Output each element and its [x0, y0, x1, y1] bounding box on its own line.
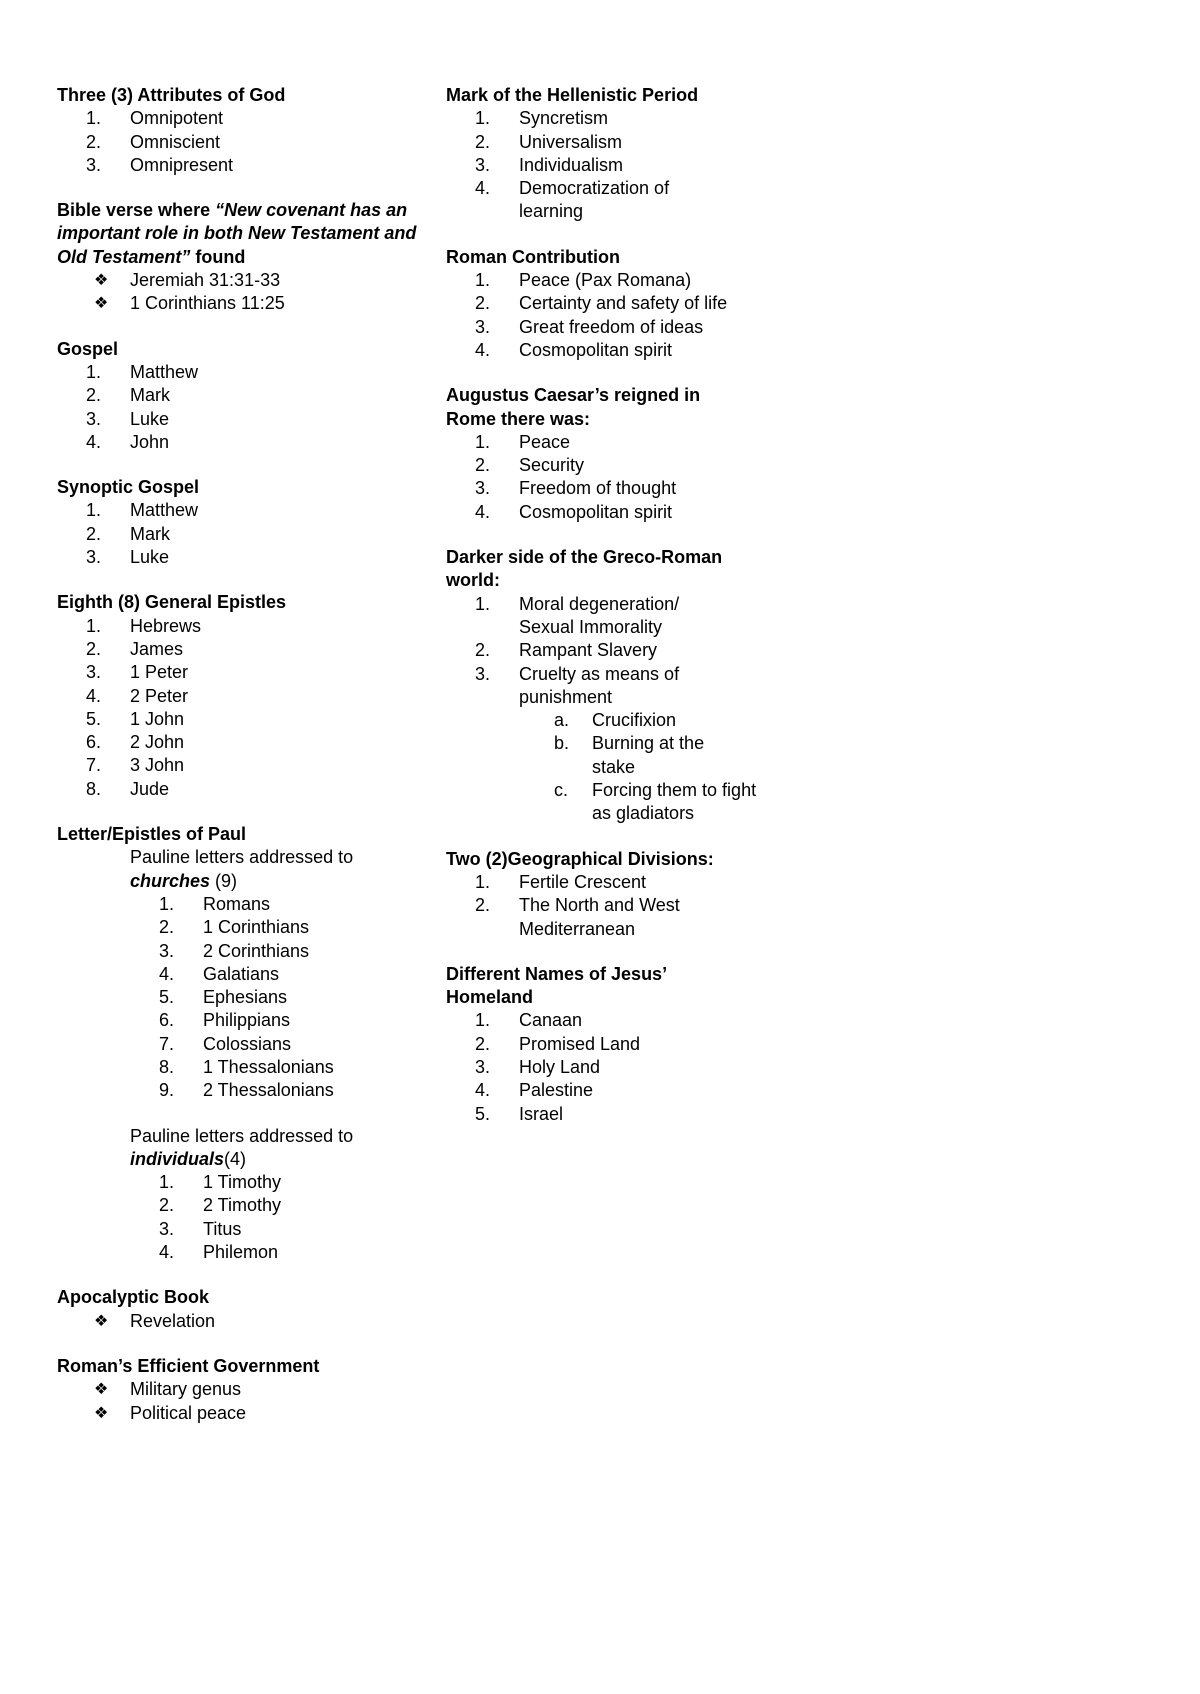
- section-gospel: [57, 338, 437, 454]
- list-item: [446, 871, 826, 894]
- list-item-text: Matthew: [130, 361, 199, 382]
- list-item-text: 1 Thessalonians: [203, 1056, 334, 1077]
- list-item: [446, 477, 826, 500]
- list-item-text: Political peace: [130, 1402, 247, 1423]
- list-item-text: Great freedom of ideas: [519, 316, 704, 337]
- list-item-text: Ephesians: [203, 987, 288, 1008]
- list-number: 2.: [86, 385, 102, 406]
- section-heading: Roman Contribution: [446, 246, 620, 267]
- list-number: 3.: [475, 478, 491, 499]
- section-attributes: [57, 84, 437, 177]
- list-item-text: Philemon: [203, 1242, 279, 1263]
- list-item: [57, 546, 437, 569]
- list-item-text: 2 Corinthians: [203, 940, 310, 961]
- list-item: [57, 1241, 437, 1264]
- diamond-bullet-icon: ❖: [94, 1404, 109, 1422]
- list-letter: c.: [554, 780, 569, 801]
- section-darker-side: [446, 546, 826, 826]
- section-bible-verse: [57, 199, 437, 315]
- list-item-text: Holy Land: [519, 1056, 601, 1077]
- section-general-epistles: [57, 591, 437, 801]
- list-number: 3.: [86, 547, 102, 568]
- list-item: [57, 408, 437, 431]
- list-item: [57, 893, 437, 916]
- list-item-text: Cosmopolitan spirit: [519, 501, 673, 522]
- list-item-text: 1 John: [130, 708, 185, 729]
- list-number: 4.: [159, 1242, 175, 1263]
- list-item: [446, 316, 826, 339]
- list-item-text: Luke: [130, 547, 170, 568]
- bullet-list: [57, 1378, 437, 1425]
- list-item: [446, 107, 826, 130]
- list-item: [446, 177, 699, 224]
- list-number: 6.: [86, 732, 102, 753]
- section-roman-contribution: [446, 246, 826, 362]
- list-number: 2.: [475, 640, 491, 661]
- list-item-text: 2 Thessalonians: [203, 1080, 334, 1101]
- list-number: 7.: [86, 755, 102, 776]
- subheading-text: Pauline letters addressed to: [130, 847, 354, 868]
- list-item-text: 1 Timothy: [203, 1172, 282, 1193]
- subheading-individuals: [57, 1125, 437, 1172]
- list-item: [57, 499, 437, 522]
- list-item: [446, 131, 826, 154]
- list-number: 1.: [159, 1172, 175, 1193]
- list-item-text: Omnipotent: [130, 108, 224, 129]
- section-heading: Gospel: [57, 338, 119, 359]
- list-item-text: John: [130, 431, 170, 452]
- list-number: 8.: [86, 778, 102, 799]
- bullet-list: [57, 1310, 437, 1333]
- list-item: [446, 454, 826, 477]
- section-heading: Different Names of Jesus’ Homeland: [446, 963, 667, 1008]
- numbered-list: [446, 107, 826, 223]
- section-heading: Mark of the Hellenistic Period: [446, 85, 699, 105]
- list-number: 4.: [86, 431, 102, 452]
- list-number: 9.: [159, 1080, 175, 1101]
- list-number: 8.: [159, 1056, 175, 1077]
- list-item: [57, 685, 437, 708]
- list-number: 4.: [475, 501, 491, 522]
- list-number: 2.: [475, 131, 491, 152]
- list-item: [57, 916, 437, 939]
- numbered-list: [57, 499, 437, 569]
- numbered-list: [446, 1009, 826, 1125]
- subheading-emphasis: churches: [130, 870, 211, 891]
- list-item-text: Cosmopolitan spirit: [519, 339, 673, 360]
- list-item: [57, 1056, 437, 1079]
- list-item-text: Matthew: [130, 500, 199, 521]
- list-item: [57, 615, 437, 638]
- list-item: [57, 1402, 437, 1425]
- diamond-bullet-icon: ❖: [94, 272, 109, 290]
- numbered-list: [57, 361, 437, 454]
- list-item: [57, 361, 437, 384]
- list-item: [446, 894, 719, 941]
- right-column: [446, 84, 826, 1148]
- section-heading: Three (3) Attributes of God: [57, 85, 286, 105]
- list-item: [57, 1378, 437, 1401]
- list-item: [57, 638, 437, 661]
- list-number: 1.: [475, 871, 491, 892]
- numbered-list: [446, 431, 826, 524]
- list-number: 1.: [86, 500, 102, 521]
- list-item: [57, 1079, 437, 1102]
- section-apocalyptic: [57, 1286, 437, 1333]
- section-government: [57, 1355, 437, 1425]
- numbered-list: [446, 871, 826, 941]
- list-item-text: Peace (Pax Romana): [519, 270, 692, 291]
- list-item-text: 1 Peter: [130, 662, 189, 683]
- list-number: 3.: [86, 662, 102, 683]
- list-item-text: Philippians: [203, 1010, 291, 1031]
- list-number: 2.: [475, 1033, 491, 1054]
- list-item-text: 2 Timothy: [203, 1195, 282, 1216]
- list-item: [446, 639, 826, 662]
- list-item-text: Israel: [519, 1103, 564, 1124]
- section-heading: Roman’s Efficient Government: [57, 1355, 320, 1376]
- list-item: [57, 384, 437, 407]
- list-number: 2.: [159, 1195, 175, 1216]
- list-item: [446, 663, 719, 710]
- list-item-text: Revelation: [130, 1310, 216, 1331]
- list-item: [57, 940, 437, 963]
- list-item: [446, 1103, 826, 1126]
- list-number: 5.: [86, 708, 102, 729]
- list-item: [446, 593, 719, 640]
- list-item: [57, 778, 437, 801]
- list-item-text: Mark: [130, 523, 170, 544]
- list-item: [57, 292, 437, 315]
- list-letter: b.: [554, 733, 570, 754]
- list-number: 3.: [475, 663, 491, 684]
- heading-text: found: [190, 246, 246, 267]
- list-item-text: Certainty and safety of life: [519, 293, 728, 314]
- list-item: [57, 154, 437, 177]
- subheading-text: (9): [210, 870, 238, 891]
- list-item-text: Luke: [130, 408, 170, 429]
- list-item-text: 2 Peter: [130, 685, 189, 706]
- list-number: 1.: [475, 431, 491, 452]
- list-number: 3.: [159, 940, 175, 961]
- list-number: 1.: [86, 615, 102, 636]
- section-heading: Darker side of the Greco-Roman world:: [446, 547, 723, 591]
- list-item: [57, 963, 437, 986]
- lettered-list: [446, 709, 826, 825]
- list-item: [446, 431, 826, 454]
- list-item-text: Democratization of learning: [519, 178, 670, 222]
- spacer: [57, 1103, 437, 1125]
- list-number: 3.: [159, 1218, 175, 1239]
- list-item-text: Crucifixion: [592, 710, 677, 731]
- list-number: 2.: [475, 455, 491, 476]
- list-item: [57, 731, 437, 754]
- numbered-list: [57, 615, 437, 801]
- list-item-text: Military genus: [130, 1379, 242, 1400]
- list-item: [57, 986, 437, 1009]
- section-geographical: [446, 848, 826, 941]
- list-item-text: Individualism: [519, 154, 624, 175]
- list-item: [446, 339, 826, 362]
- list-number: 1.: [86, 108, 102, 129]
- left-column: [57, 84, 437, 1447]
- list-item-text: Cruelty as means of punishment: [519, 663, 680, 707]
- list-item: [57, 431, 437, 454]
- list-number: 1.: [86, 361, 102, 382]
- list-item-text: Moral degeneration/ Sexual Immorality: [519, 593, 680, 637]
- heading-text: Bible verse where: [57, 200, 216, 221]
- list-number: 5.: [159, 987, 175, 1008]
- list-item: [57, 1310, 437, 1333]
- list-number: 2.: [86, 523, 102, 544]
- list-item: [57, 1009, 437, 1032]
- list-item: [446, 154, 826, 177]
- list-item-text: Syncretism: [519, 108, 609, 129]
- list-number: 1.: [159, 893, 175, 914]
- list-number: 1.: [475, 108, 491, 129]
- list-item: [57, 708, 437, 731]
- section-homeland: [446, 963, 826, 1126]
- bullet-list: [57, 269, 437, 316]
- list-item-text: Romans: [203, 893, 271, 914]
- list-item-text: Jude: [130, 778, 170, 799]
- subheading-emphasis: individuals: [130, 1148, 225, 1169]
- section-heading: Two (2)Geographical Divisions:: [446, 848, 714, 869]
- list-number: 4.: [86, 685, 102, 706]
- list-item: [57, 107, 437, 130]
- list-item: [446, 1056, 826, 1079]
- list-item-text: Forcing them to fight as gladiators: [592, 780, 757, 824]
- list-item-text: Rampant Slavery: [519, 640, 658, 661]
- list-item: [57, 1218, 437, 1241]
- list-number: 2.: [86, 131, 102, 152]
- subheading-text: (4): [224, 1148, 247, 1169]
- list-item-text: 2 John: [130, 732, 185, 753]
- list-number: 3.: [86, 154, 102, 175]
- list-item-text: Peace: [519, 431, 571, 452]
- list-item-text: Burning at the stake: [592, 733, 705, 777]
- list-number: 1.: [475, 270, 491, 291]
- list-number: 3.: [475, 316, 491, 337]
- list-item: [446, 269, 826, 292]
- numbered-list: [446, 269, 826, 362]
- list-item-text: Fertile Crescent: [519, 871, 647, 892]
- list-number: 4.: [475, 178, 491, 199]
- heading-quote: “New covenant has an important role in both New Testament and Old Testament”: [57, 200, 417, 267]
- list-item-text: Galatians: [203, 963, 280, 984]
- list-item: [57, 1033, 437, 1056]
- list-item: [57, 1194, 437, 1217]
- list-item: [57, 523, 437, 546]
- subheading-text: Pauline letters addressed to: [130, 1125, 354, 1146]
- numbered-list: [446, 593, 826, 709]
- list-number: 4.: [159, 963, 175, 984]
- numbered-list: [57, 1171, 437, 1264]
- list-item-text: 3 John: [130, 755, 185, 776]
- list-item-text: Mark: [130, 385, 170, 406]
- section-heading: Letter/Epistles of Paul: [57, 824, 247, 845]
- list-item: [57, 269, 437, 292]
- list-item: [446, 709, 826, 732]
- list-item: [57, 754, 437, 777]
- list-number: 1.: [475, 1010, 491, 1031]
- list-item: [57, 661, 437, 684]
- list-number: 2.: [159, 917, 175, 938]
- list-item-text: Omnipresent: [130, 154, 234, 175]
- list-item: [446, 1009, 826, 1032]
- list-number: 7.: [159, 1033, 175, 1054]
- numbered-list: [57, 107, 437, 177]
- subheading-churches: [57, 846, 437, 893]
- list-item-text: Titus: [203, 1218, 242, 1239]
- list-item-text: Promised Land: [519, 1033, 641, 1054]
- list-letter: a.: [554, 710, 570, 731]
- list-item: [446, 1079, 826, 1102]
- list-item-text: James: [130, 638, 184, 659]
- list-number: 3.: [475, 154, 491, 175]
- list-item-text: Hebrews: [130, 615, 202, 636]
- section-heading: Eighth (8) General Epistles: [57, 592, 287, 613]
- section-heading: Apocalyptic Book: [57, 1287, 210, 1308]
- list-item-text: Palestine: [519, 1080, 594, 1101]
- diamond-bullet-icon: ❖: [94, 1312, 109, 1330]
- list-item: [446, 292, 826, 315]
- list-item-text: Freedom of thought: [519, 478, 677, 499]
- list-item: [446, 501, 826, 524]
- section-heading: Synoptic Gospel: [57, 477, 200, 498]
- list-number: 3.: [86, 408, 102, 429]
- section-paul: [57, 823, 437, 1264]
- section-augustus: [446, 384, 826, 524]
- list-number: 6.: [159, 1010, 175, 1031]
- list-number: 2.: [475, 293, 491, 314]
- list-number: 2.: [475, 895, 491, 916]
- diamond-bullet-icon: ❖: [94, 295, 109, 313]
- list-item: [446, 1033, 826, 1056]
- list-item: [446, 779, 762, 826]
- list-item-text: Omniscient: [130, 131, 221, 152]
- numbered-list: [57, 893, 437, 1103]
- list-item-text: Security: [519, 455, 585, 476]
- list-item-text: 1 Corinthians 11:25: [130, 293, 285, 314]
- list-item: [57, 131, 437, 154]
- list-item: [446, 732, 722, 779]
- list-item-text: 1 Corinthians: [203, 917, 310, 938]
- list-item-text: The North and West Mediterranean: [519, 895, 680, 939]
- list-number: 2.: [86, 638, 102, 659]
- section-heading: [57, 199, 437, 269]
- section-hellenistic: [446, 84, 826, 224]
- list-number: 5.: [475, 1103, 491, 1124]
- section-synoptic: [57, 476, 437, 569]
- list-item-text: Colossians: [203, 1033, 292, 1054]
- list-item-text: Jeremiah 31:31-33: [130, 270, 281, 291]
- list-number: 4.: [475, 339, 491, 360]
- list-number: 3.: [475, 1056, 491, 1077]
- section-heading: Augustus Caesar’s reigned in Rome there was:: [446, 385, 701, 429]
- list-item: [57, 1171, 437, 1194]
- list-number: 4.: [475, 1080, 491, 1101]
- list-number: 1.: [475, 593, 491, 614]
- list-item-text: Universalism: [519, 131, 623, 152]
- diamond-bullet-icon: ❖: [94, 1381, 109, 1399]
- list-item-text: Canaan: [519, 1010, 583, 1031]
